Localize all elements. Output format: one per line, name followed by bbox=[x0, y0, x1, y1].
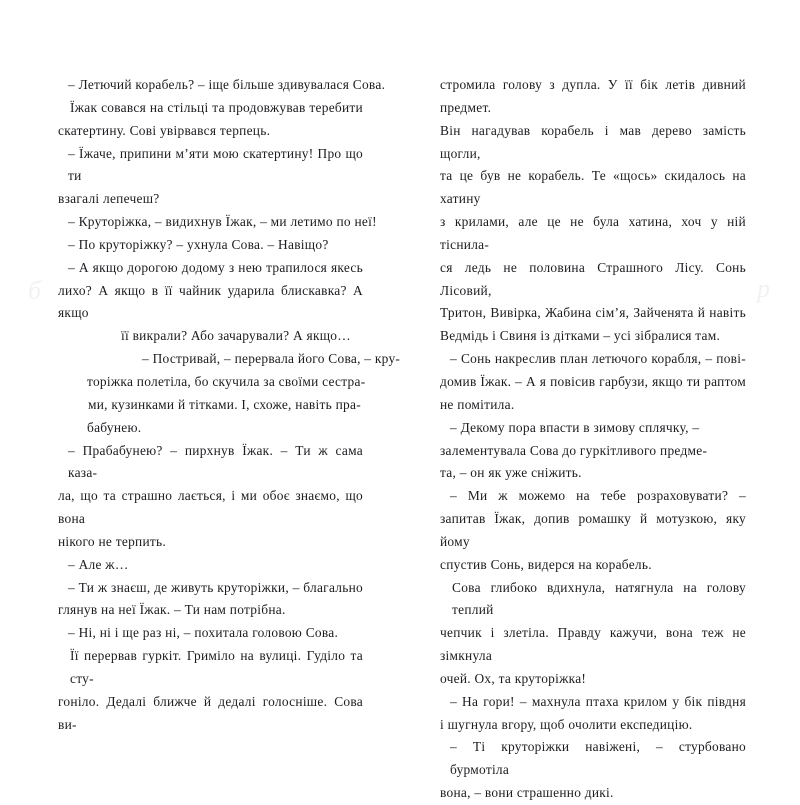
body-text-line: Тритон, Вивірка, Жабина сім’я, Зайченята й навіть bbox=[440, 305, 746, 321]
body-text-line: ла, що та страшно лається, і ми обоє знаємо, що вона bbox=[58, 488, 363, 527]
body-text-line: гоніло. Дедалі ближче й дедалі голосніше. Сова ви- bbox=[58, 693, 363, 732]
body-text-line: – Ми ж можемо на тебе розраховувати? – bbox=[450, 488, 746, 504]
body-text-line: – Сонь накреслив план летючого корабля, – пові- bbox=[450, 351, 746, 367]
body-text-line: – По круторіжку? – ухнула Сова. – Навіщо? bbox=[68, 236, 329, 252]
body-text-line: глянув на неї Їжак. – Ти нам потрібна. bbox=[58, 602, 286, 618]
body-text-line: очей. Ох, та круторіжка! bbox=[440, 670, 587, 686]
decorative-watermark-left: б bbox=[28, 276, 42, 305]
body-text-line: вона, – вони страшенно дикі. bbox=[440, 785, 614, 801]
body-text-line: залементувала Сова до гуркітливого предме- bbox=[440, 442, 708, 458]
body-text-line: Ведмідь і Свиня із дітками – усі зібралися там. bbox=[440, 328, 721, 344]
body-text-line: її викрали? Або зачарували? А якщо… bbox=[121, 328, 351, 344]
body-text-line: нікого не терпить. bbox=[58, 533, 167, 549]
body-text-line: Сова глибоко вдихнула, натягнула на голову теплий bbox=[452, 579, 746, 618]
body-text-line: – А якщо дорогою додому з нею трапилося якесь bbox=[68, 259, 363, 275]
body-text-line: бабунею. bbox=[87, 419, 142, 435]
body-text-line: та, – он як уже сніжить. bbox=[440, 465, 582, 481]
body-text-line: – Але ж… bbox=[68, 556, 129, 572]
body-text-line: – Декому пора впасти в зимову сплячку, – bbox=[450, 419, 700, 435]
body-text-line: ся ледь не половина Страшного Лісу. Сонь Лісовий, bbox=[440, 259, 746, 298]
body-text-line: скатертину. Сові увірвався терпець. bbox=[58, 122, 271, 138]
left-text-column bbox=[58, 74, 401, 736]
body-text-line: не помітила. bbox=[440, 396, 515, 412]
body-text-line: стромила голову з дупла. У її бік летів дивний предмет. bbox=[440, 77, 746, 115]
body-text-line: з крилами, але це не була хатина, хоч у ній тіснила- bbox=[440, 214, 746, 252]
body-text-line: – На гори! – махнула птаха крилом у бік півдня bbox=[450, 693, 746, 709]
body-text-line: чепчик і злетіла. Правду кажучи, вона теж не зімкнула bbox=[440, 625, 746, 664]
body-text-line: ми, кузинками й тітками. І, схоже, навіть пра- bbox=[88, 396, 361, 412]
body-text-line: та це був не корабель. Те «щось» скидалось на хатину bbox=[440, 168, 746, 207]
right-text-column bbox=[440, 74, 746, 805]
body-text-line: спустив Сонь, видерся на корабель. bbox=[440, 556, 652, 572]
body-text-line: Він нагадував корабель і мав дерево замість щогли, bbox=[440, 122, 746, 161]
body-text-line: Її перервав гуркіт. Гриміло на вулиці. Гуділо та сту- bbox=[70, 648, 363, 686]
body-text-line: лихо? А якщо в її чайник ударила блискавка? А якщо bbox=[58, 282, 363, 321]
body-text-line: торіжка полетіла, бо скучила за своїми сестра- bbox=[87, 373, 366, 389]
body-text-line: взагалі лепечеш? bbox=[58, 191, 160, 207]
body-text-line: – Їжаче, припини м’яти мою скатертину! Про що ти bbox=[68, 145, 363, 184]
body-text-line: – Ти ж знаєш, де живуть круторіжки, – благально bbox=[68, 579, 363, 595]
body-text-line: – Ні, ні і ще раз ні, – похитала головою Сова. bbox=[68, 625, 339, 641]
body-text-line: домив Їжак. – А я повісив гарбузи, якщо ти раптом bbox=[440, 373, 746, 389]
body-text-line: і шугнула вгору, щоб очолити експедицію. bbox=[440, 716, 693, 732]
body-text-line: – Летючий корабель? – іще більше здивувалася Сова. bbox=[68, 77, 386, 92]
body-text-line: – Прабабунею? – пирхнув Їжак. – Ти ж сама каза- bbox=[68, 442, 363, 481]
body-text-line: Їжак совався на стільці та продовжував теребити bbox=[70, 99, 363, 115]
body-text-line: – Ті круторіжки навіжені, – стурбовано бурмотіла bbox=[450, 739, 746, 778]
body-text-line: запитав Їжак, допив ромашку й мотузкою, яку йому bbox=[440, 511, 746, 549]
body-text-line: – Круторіжка, – видихнув Їжак, – ми летимо по неї! bbox=[68, 214, 377, 230]
body-text-line: – Постривай, – перервала його Сова, – кру- bbox=[142, 351, 401, 367]
decorative-watermark-right: р bbox=[757, 274, 770, 303]
